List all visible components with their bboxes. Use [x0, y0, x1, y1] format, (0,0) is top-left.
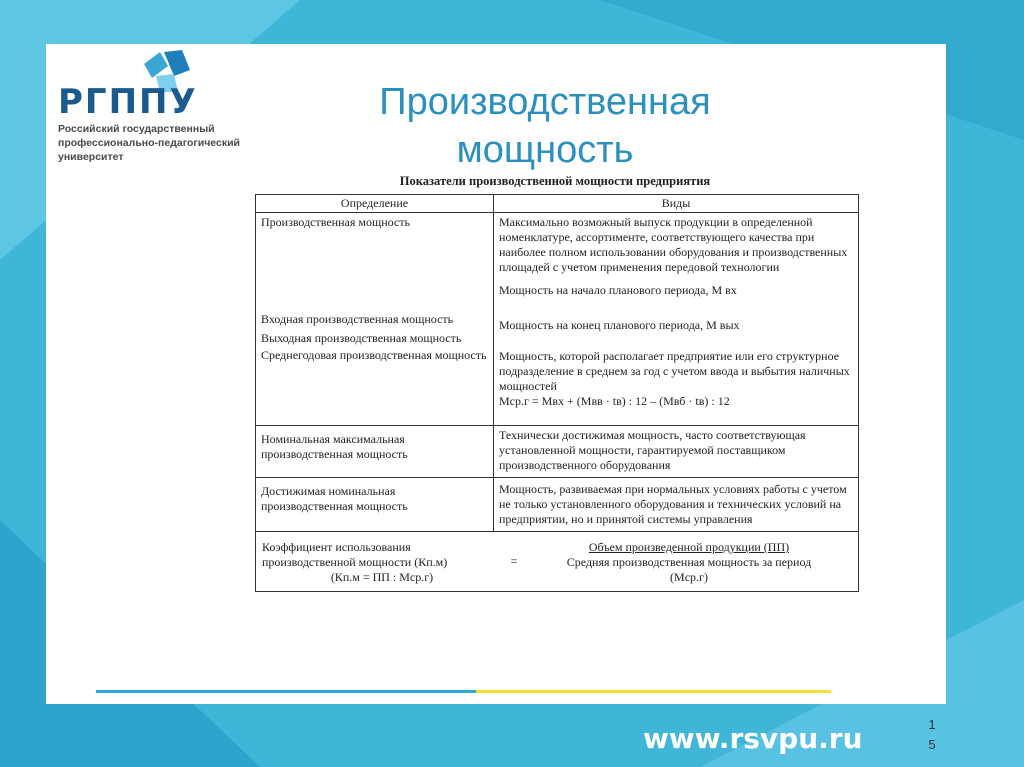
term-cell: Достижимая номинальная производственная мощность: [256, 478, 494, 532]
table-row: [256, 213, 859, 426]
table-row: [256, 426, 859, 478]
table-caption: Показатели производственной мощности предприятия: [399, 174, 711, 188]
table-header-row: [256, 195, 859, 213]
logo-wordmark: РГППУ: [58, 82, 198, 122]
slide-title: Производственная мощность: [379, 81, 711, 171]
capacity-table: [255, 194, 859, 592]
bottom-divider: [96, 690, 831, 693]
logo-subtitle: Российский государственный профессионально-педагогический университет: [58, 123, 240, 163]
coefficient-fraction: Объем произведенной продукции (ПП) Средняя производственная мощность за период (Мср.г): [566, 540, 812, 584]
term-cell: Производственная мощность Входная производственная мощность Выходная производственная мощность Среднегодовая производственная мощность: [256, 213, 494, 426]
average-capacity-formula: Мср.г = Мвх + (Мвв · tв) : 12 – (Мвб · tв) : 12: [499, 394, 730, 408]
coefficient-row: [256, 532, 859, 592]
coefficient-cell: [256, 532, 859, 592]
desc-cell: Максимально возможный выпуск продукции в определенной номенклатуре, ассортименте, соответствующего качества при наиболее полном использовании оборудования и производственных площадей с учетом применения передовой технологии Мощность на начало планового периода, М вх Мощность на конец планового периода, М вых Мощность, которой располагает предприятие или его структурное подразделение в среднем за год с учетом ввода и выбытия наличных мощностей Мср.г = Мвх + (Мвв · tв) : 12 – (Мвб · tв) : 12: [494, 213, 859, 426]
equals-sign: =: [510, 554, 518, 568]
table-row: [256, 478, 859, 532]
term-cell: Номинальная максимальная производственная мощность: [256, 426, 494, 478]
coefficient-definition: Коэффициент использования производственной мощности (Кп.м) (Кп.м = ПП : Мср.г): [262, 540, 448, 584]
website-url[interactable]: www.rsvpu.ru: [643, 722, 863, 755]
desc-cell: Мощность, развиваемая при нормальных условиях работы с учетом не только установленного оборудования и технических условий на предприятии, но и принятой системы управления: [494, 478, 859, 532]
desc-cell: Технически достижимая мощность, часто соответствующая установленной мощности, гарантируемой поставщиком производственного оборудования: [494, 426, 859, 478]
header-types: Виды: [494, 195, 859, 213]
page-number: 1 5: [928, 717, 936, 752]
header-definition: Определение: [256, 195, 494, 213]
